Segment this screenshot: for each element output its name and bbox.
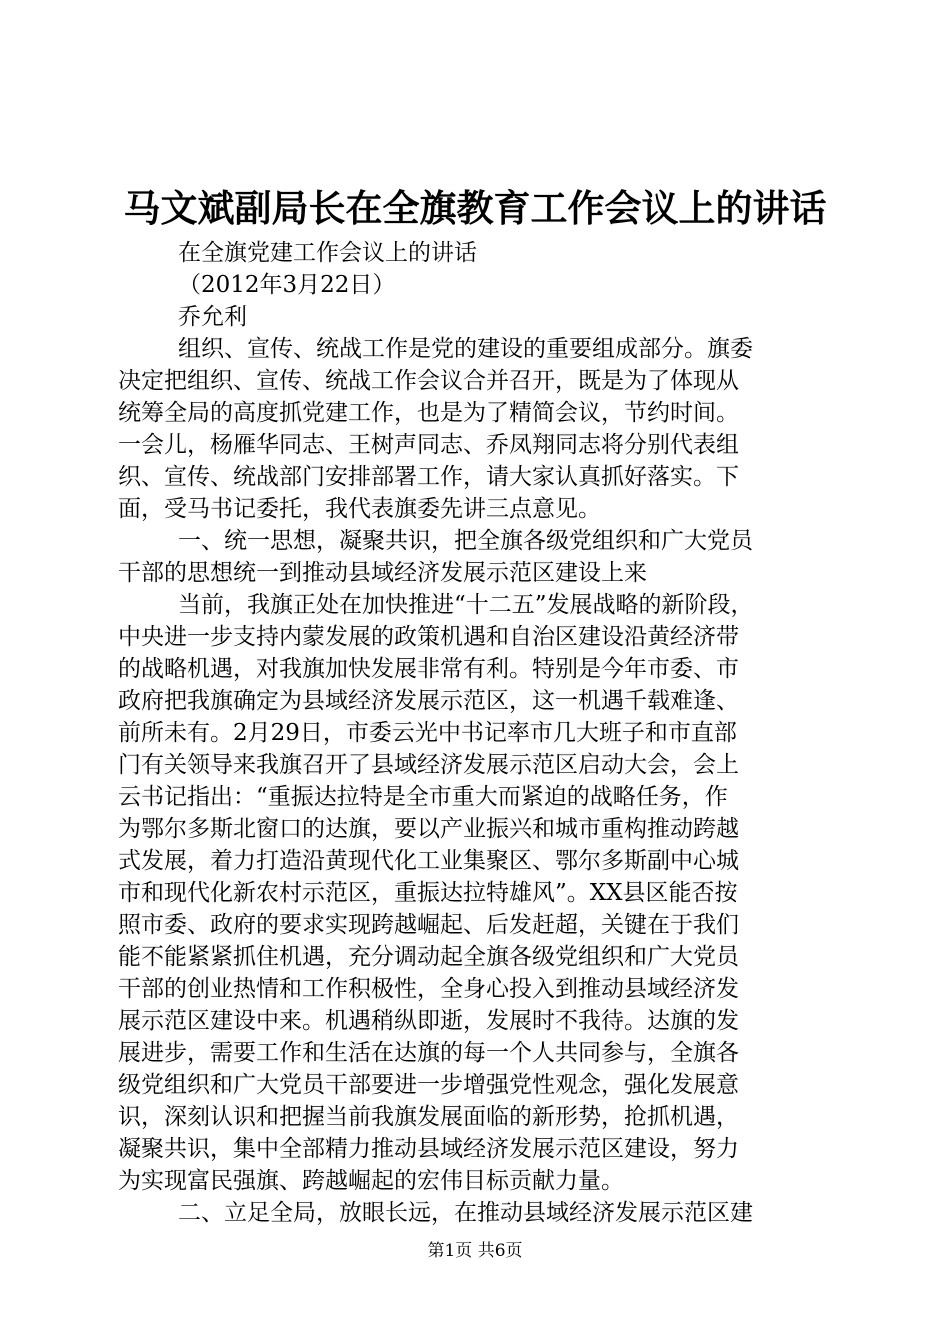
body-line: 的战略机遇，对我旗加快发展非常有利。特别是今年市委、市 (118, 656, 739, 682)
body-line: 政府把我旗确定为县域经济发展示范区，这一机遇千载难逢、 (118, 688, 739, 714)
body-line: 干部的创业热情和工作积极性，全身心投入到推动县域经济发 (118, 976, 739, 1002)
body-line: 中央进一步支持内蒙发展的政策机遇和自治区建设沿黄经济带 (118, 624, 739, 650)
body-line: 展示范区建设中来。机遇稍纵即逝，发展时不我待。达旗的发 (118, 1008, 739, 1034)
body-line: 织、宣传、统战部门安排部署工作，请大家认真抓好落实。下 (118, 464, 739, 490)
body-line: 组织、宣传、统战工作是党的建设的重要组成部分。旗委 (178, 336, 753, 362)
page-number-footer: 第1页 共6页 (427, 1241, 523, 1261)
body-line: 市和现代化新农村示范区，重振达拉特雄风”。XX县区能否按 (118, 880, 738, 906)
body-line: 识，深刻认识和把握当前我旗发展面临的新形势，抢抓机遇， (118, 1104, 739, 1130)
document-title: 马文斌副局长在全旗教育工作会议上的讲话 (123, 186, 827, 230)
body-line: 门有关领导来我旗召开了县域经济发展示范区启动大会，会上 (118, 752, 739, 778)
subtitle-line: 在全旗党建工作会议上的讲话 (178, 240, 477, 266)
body-line: 云书记指出：“重振达拉特是全市重大而紧迫的战略任务，作 (118, 784, 728, 810)
section-heading-line: 干部的思想统一到推动县域经济发展示范区建设上来 (118, 560, 647, 586)
body-line: 面，受马书记委托，我代表旗委先讲三点意见。 (118, 496, 601, 522)
section-heading-line: 一、统一思想，凝聚共识，把全旗各级党组织和广大党员 (178, 528, 753, 554)
body-line: 一会儿，杨雁华同志、王树声同志、乔凤翔同志将分别代表组 (118, 432, 739, 458)
body-line: 凝聚共识，集中全部精力推动县域经济发展示范区建设，努力 (118, 1136, 739, 1162)
date-line: （2012年3月22日） (178, 272, 396, 298)
body-line: 式发展，着力打造沿黄现代化工业集聚区、鄂尔多斯副中心城 (118, 848, 739, 874)
body-line: 为鄂尔多斯北窗口的达旗，要以产业振兴和城市重构推动跨越 (118, 816, 739, 842)
body-line: 级党组织和广大党员干部要进一步增强党性观念，强化发展意 (118, 1072, 739, 1098)
body-line: 当前，我旗正处在加快推进“十二五”发展战略的新阶段， (178, 592, 754, 618)
section-heading-line: 二、立足全局，放眼长远，在推动县域经济发展示范区建 (178, 1200, 753, 1226)
body-line: 展进步，需要工作和生活在达旗的每一个人共同参与，全旗各 (118, 1040, 739, 1066)
author-line: 乔允利 (178, 304, 247, 330)
body-line: 为实现富民强旗、跨越崛起的宏伟目标贡献力量。 (118, 1168, 624, 1194)
body-line: 照市委、政府的要求实现跨越崛起、后发赶超，关键在于我们 (118, 912, 739, 938)
body-line: 统筹全局的高度抓党建工作，也是为了精简会议，节约时间。 (118, 400, 739, 426)
body-line: 决定把组织、宣传、统战工作会议合并召开，既是为了体现从 (118, 368, 739, 394)
body-line: 能不能紧紧抓住机遇，充分调动起全旗各级党组织和广大党员 (118, 944, 739, 970)
body-line: 前所未有。2月29日，市委云光中书记率市几大班子和市直部 (118, 720, 737, 746)
